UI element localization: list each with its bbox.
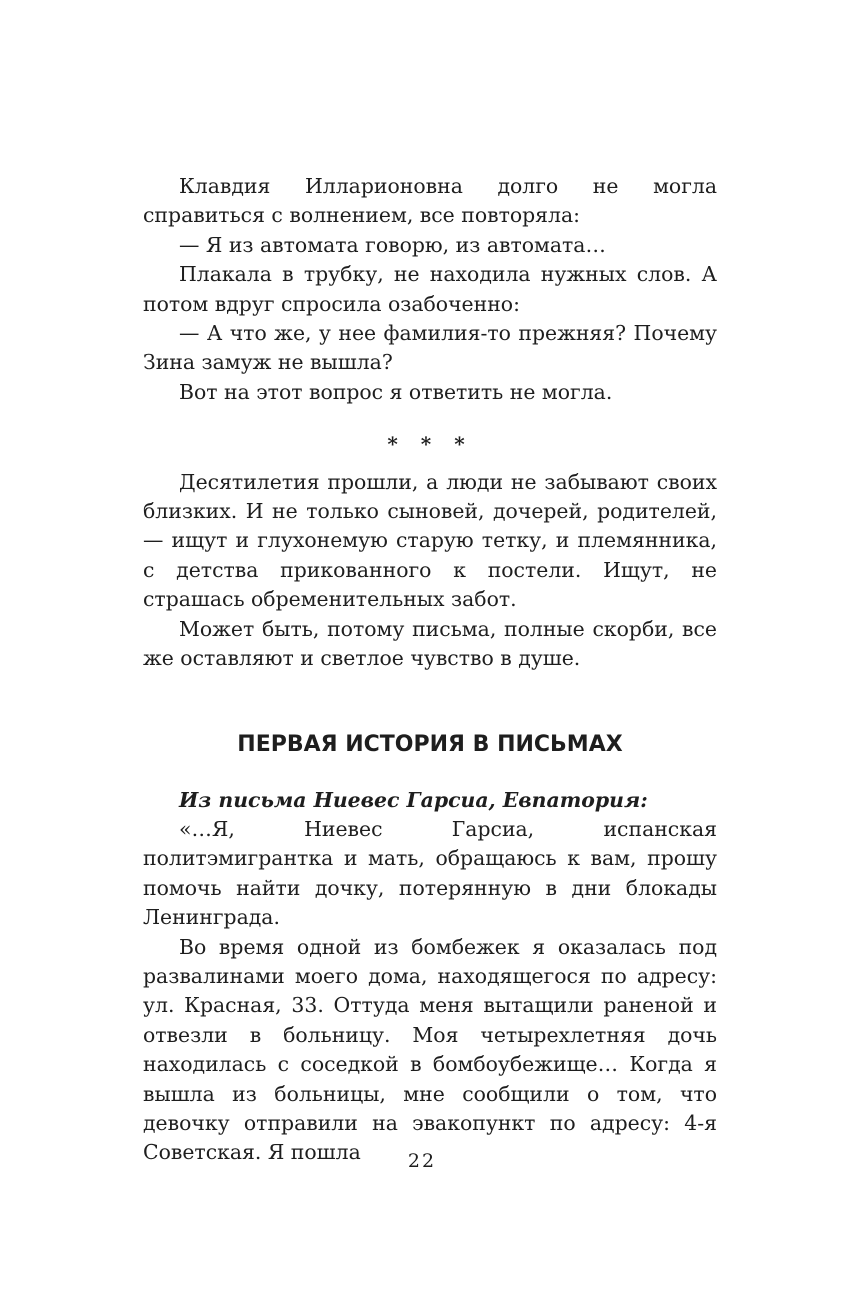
paragraph: Плакала в трубку, не находила нужных слов. А потом вдруг спросила озабоченно:: [143, 262, 717, 316]
section-separator: * * *: [387, 432, 473, 457]
letter-body: [143, 815, 717, 1168]
dialogue-line: — А что же, у нее фамилия-то прежняя? Почему Зина замуж не вышла?: [143, 321, 717, 375]
paragraph: Может быть, потому письма, полные скорби, все же оставляют и светлое чувство в душе.: [143, 616, 717, 671]
paragraph: Во время одной из бомбежек я оказалась под развалинами моего дома, находящегося по адресу: ул. Красная, 33. Оттуда меня вытащили раненой и отвезли в больницу. Моя четырехлетняя дочь находилась с соседкой в бомбоубежище… Когда я вышла из больницы, мне сообщили о том, что девочку отправили на эвакопункт по адресу: 4-я Советская. Я пошла: [143, 934, 717, 1165]
book-page: [143, 172, 717, 1168]
paragraph: Десятилетия прошли, а люди не забывают своих близких. И не только сыновей, дочерей, родителей, — ищут и глухонемую старую тетку, и племянника, с детства прикованного к постели. Ищут, не страшась обременительных забот.: [143, 469, 717, 612]
paragraph: Клавдия Илларионовна долго не могла справиться с волнением, все повторяла:: [143, 174, 717, 228]
section-one: [143, 172, 717, 407]
section-two: [143, 468, 717, 674]
chapter-title: ПЕРВАЯ ИСТОРИЯ В ПИСЬМАХ: [237, 731, 623, 757]
letter-source: Из письма Ниевес Гарсиа, Евпатория:: [179, 787, 648, 812]
paragraph: Вот на этот вопрос я ответить не могла.: [179, 379, 613, 404]
paragraph: «…Я, Ниевес Гарсиа, испанская политэмигрантка и мать, обращаюсь к вам, прошу помочь найти дочку, потерянную в дни блокады Ленинграда.: [143, 816, 717, 930]
page-number: 22: [407, 1150, 437, 1172]
dialogue-line: — Я из автомата говорю, из автомата…: [179, 232, 606, 257]
